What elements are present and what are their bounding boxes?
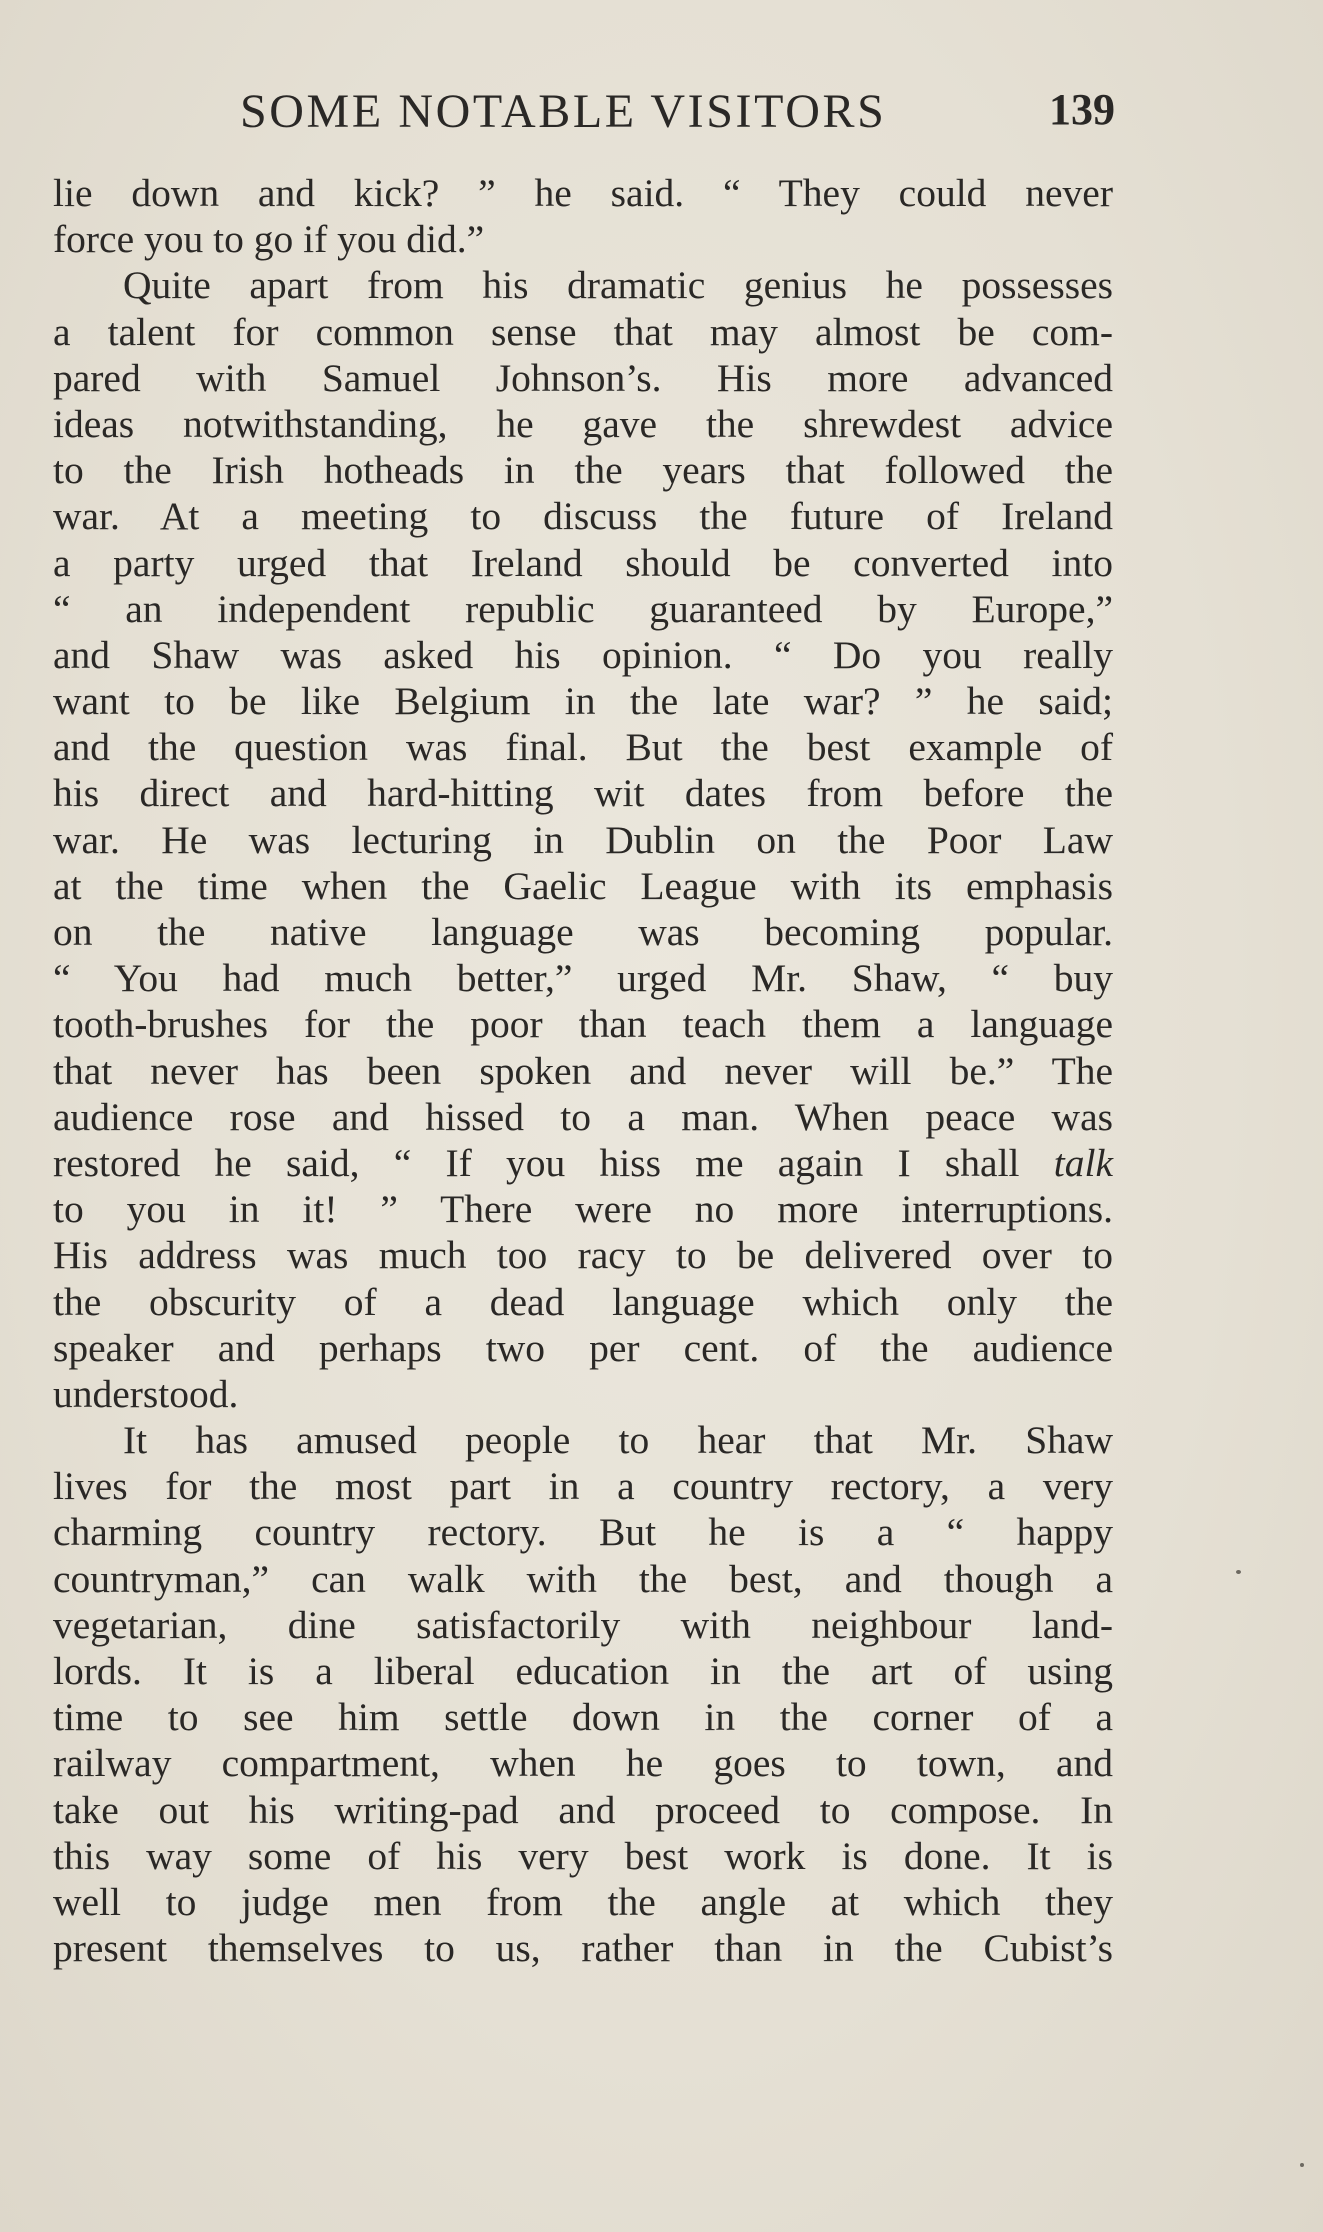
text-line: on the native language was becoming popular. (53, 910, 1113, 954)
paper-speck (1236, 1570, 1241, 1574)
text-line: force you to go if you did.” (53, 217, 485, 262)
text-line: speaker and perhaps two per cent. of the audience (53, 1325, 1113, 1370)
text-line: railway compartment, when he goes to town, and (53, 1741, 1113, 1786)
text-line: “ an independent republic guaranteed by Europe,” (53, 586, 1113, 631)
italic-word: talk (1053, 1140, 1113, 1185)
text-line: “ You had much better,” urged Mr. Shaw, “ buy (53, 956, 1113, 1001)
text-line: and Shaw was asked his opinion. “ Do you really (53, 632, 1113, 677)
text-line: to the Irish hotheads in the years that followed the (53, 448, 1113, 493)
text-line: audience rose and hissed to a man. When peace was (53, 1094, 1113, 1139)
text-line: present themselves to us, rather than in the Cubist’s (53, 1926, 1113, 1971)
text-line: to you in it! ” There were no more interruptions. (53, 1187, 1113, 1232)
paragraph-first-line: Quite apart from his dramatic genius he possesses (123, 263, 1113, 308)
text-line: want to be like Belgium in the late war? ” he said; (53, 679, 1113, 724)
paragraph-first-line: It has amused people to hear that Mr. Shaw (123, 1418, 1113, 1463)
body-text (53, 170, 1113, 1971)
text-line: his direct and hard-hitting wit dates from before the (53, 771, 1113, 816)
text-line: the obscurity of a dead language which only the (53, 1279, 1113, 1324)
text-line: this way some of his very best work is done. It is (53, 1833, 1113, 1878)
text-line: a party urged that Ireland should be converted into (53, 540, 1113, 585)
text-line: at the time when the Gaelic League with its emphasis (53, 863, 1113, 908)
text-line: war. At a meeting to discuss the future of Ireland (53, 494, 1113, 539)
text-line: ideas notwithstanding, he gave the shrewdest advice (53, 401, 1113, 446)
running-head (240, 84, 1115, 142)
text-line: charming country rectory. But he is a “ happy (53, 1510, 1113, 1555)
text-segment: restored he said, “ If you hiss me again I shall (53, 1140, 1054, 1185)
text-line: lives for the most part in a country rectory, a very (53, 1464, 1113, 1509)
text-line: understood. (53, 1371, 239, 1416)
text-line: time to see him settle down in the corner of a (53, 1695, 1113, 1740)
text-line: countryman,” can walk with the best, and though a (53, 1556, 1113, 1601)
paper-speck (1300, 2163, 1304, 2167)
text-line: His address was much too racy to be delivered over to (53, 1233, 1113, 1278)
text-line: pared with Samuel Johnson’s. His more advanced (53, 355, 1113, 400)
page-number: 139 (1049, 85, 1115, 134)
text-line: tooth-brushes for the poor than teach them a language (53, 1002, 1113, 1047)
text-line: take out his writing-pad and proceed to compose. In (53, 1787, 1113, 1832)
text-line: war. He was lecturing in Dublin on the Poor Law (53, 817, 1113, 862)
text-line: vegetarian, dine satisfactorily with neighbour land- (53, 1602, 1113, 1647)
text-line: a talent for common sense that may almost be com- (53, 309, 1113, 354)
text-line: lie down and kick? ” he said. “ They could never (53, 171, 1113, 215)
text-line: well to judge men from the angle at which they (53, 1879, 1113, 1924)
text-line: lords. It is a liberal education in the art of using (53, 1649, 1113, 1693)
text-line: that never has been spoken and never will be.” The (53, 1048, 1113, 1093)
text-line-with-italic (53, 1140, 1113, 1186)
text-line: and the question was final. But the best example of (53, 725, 1113, 770)
running-title: SOME NOTABLE VISITORS (240, 85, 887, 138)
